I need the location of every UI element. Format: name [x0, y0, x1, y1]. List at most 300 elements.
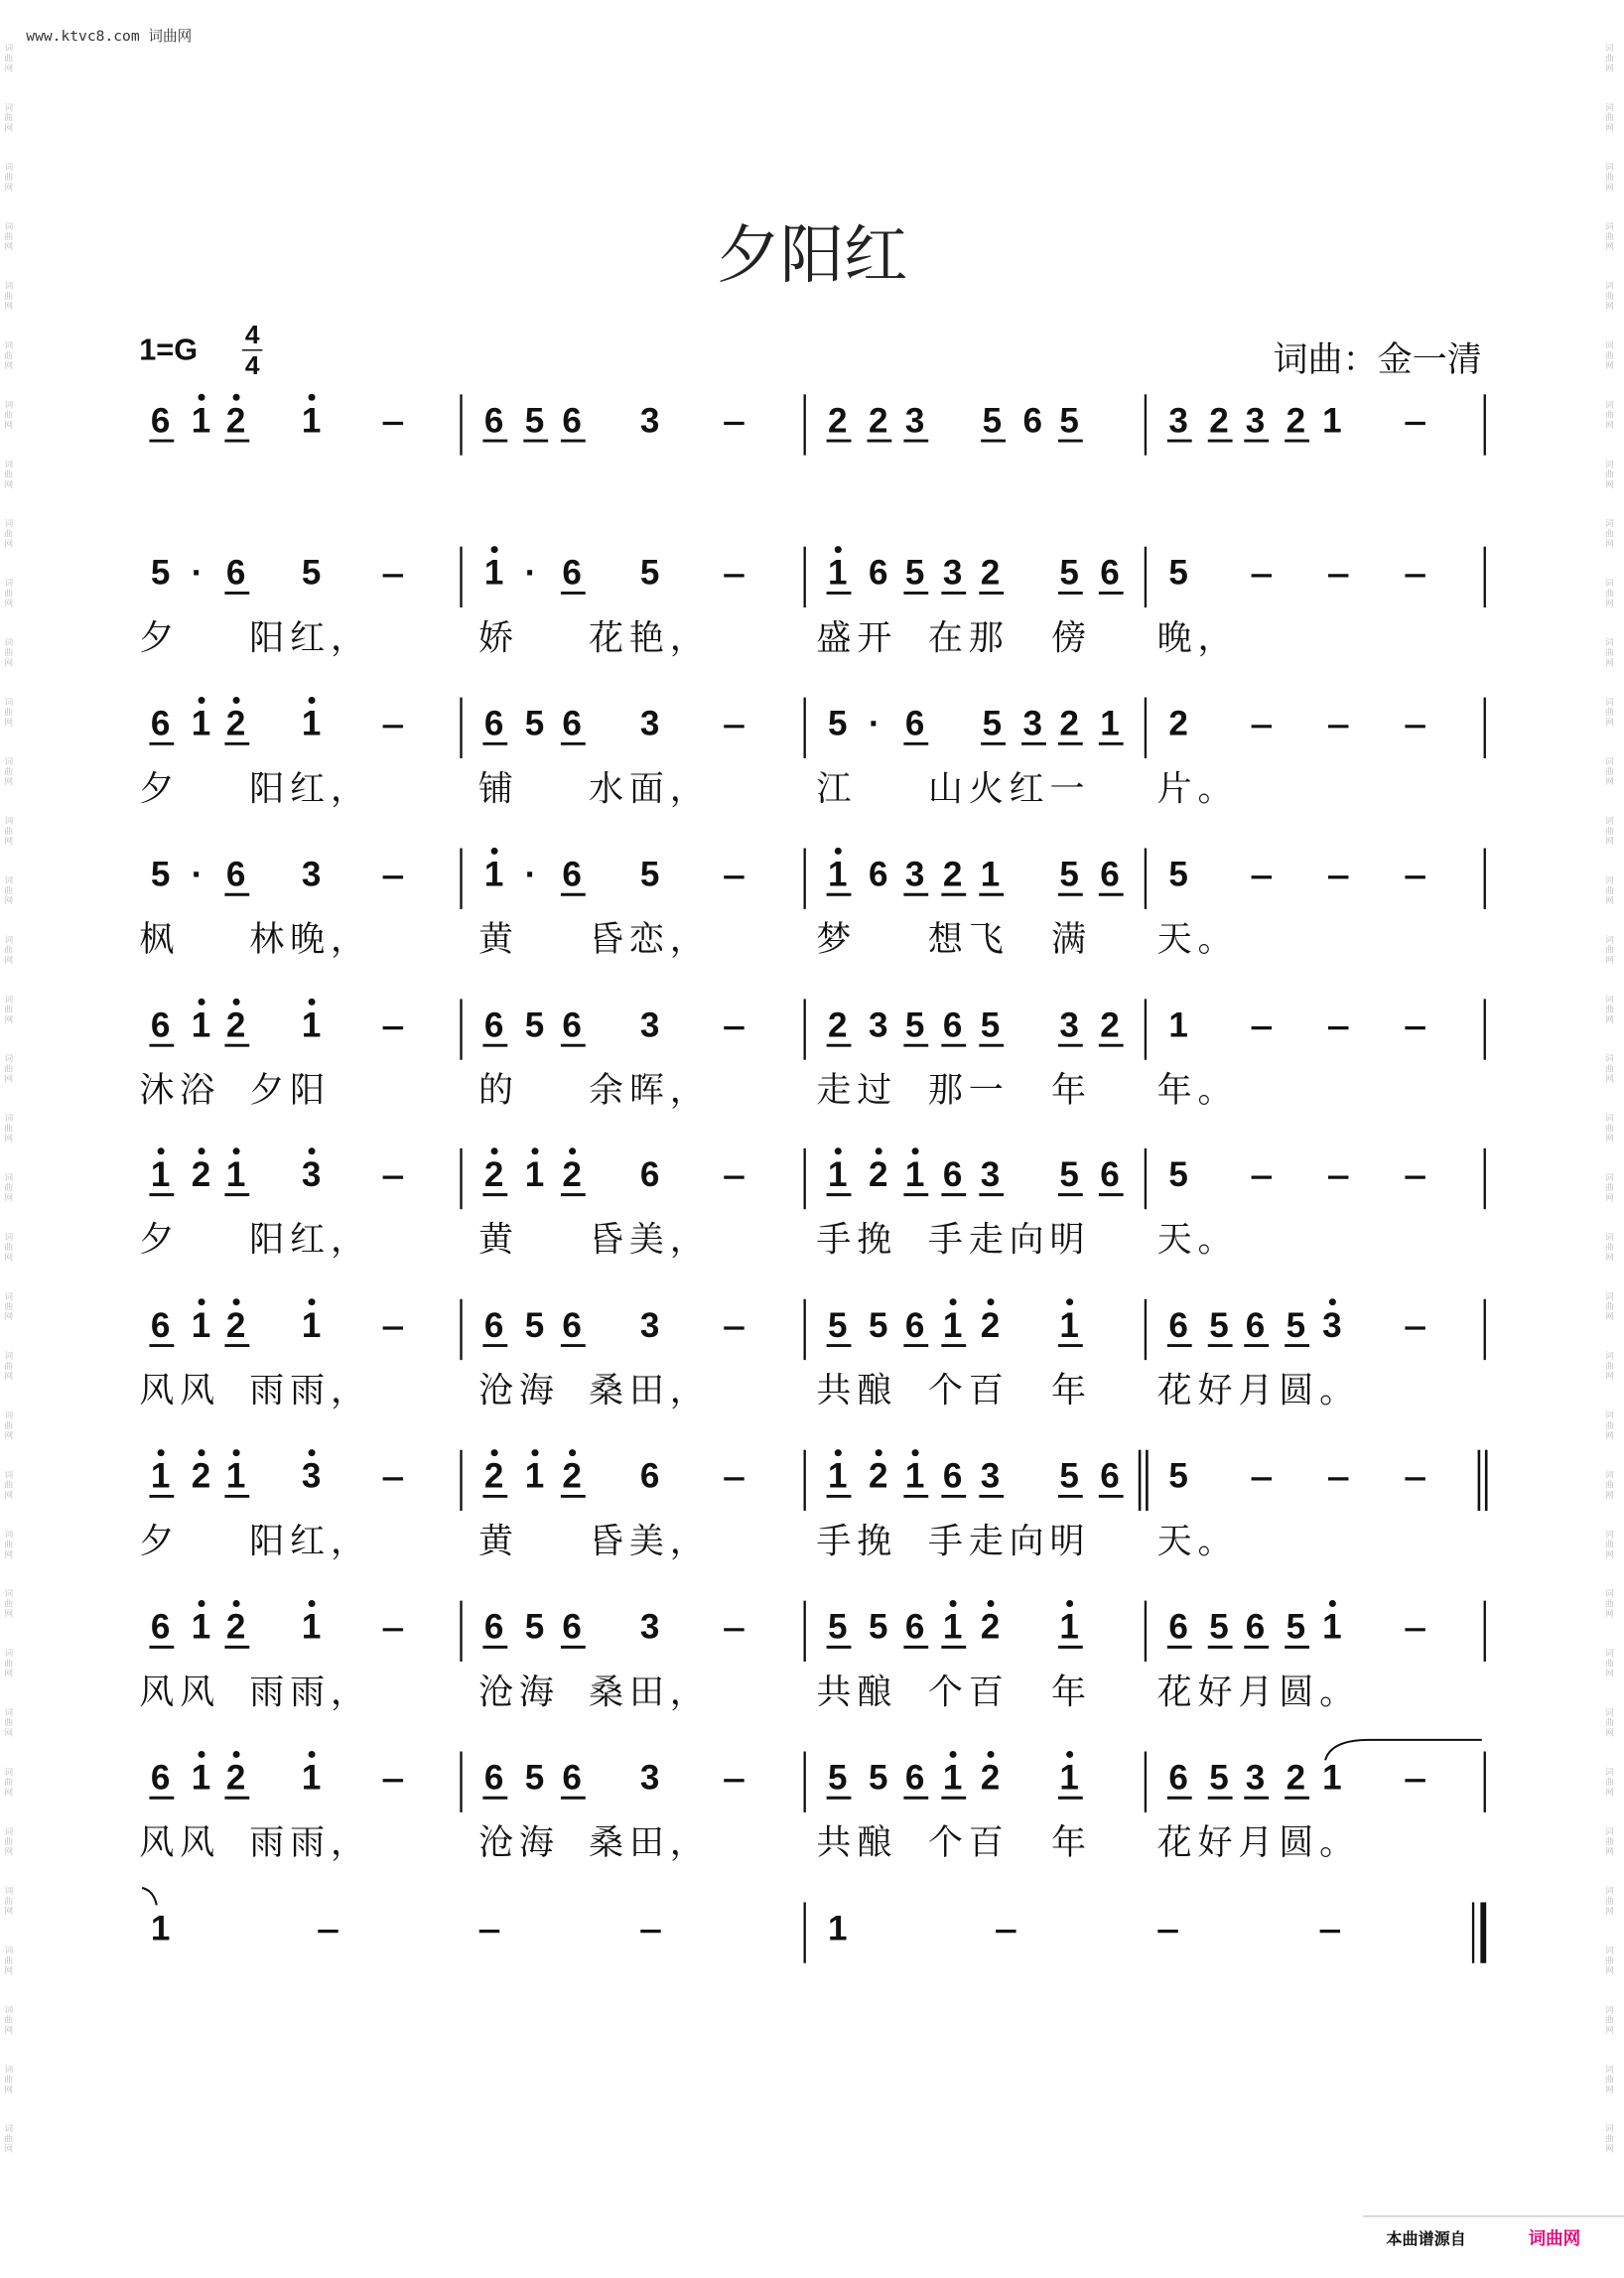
jianpu-note: 1 — [301, 401, 322, 441]
tie-end — [142, 1888, 157, 1906]
high-octave-dot — [309, 1147, 316, 1154]
jianpu-note: 1 — [1322, 1758, 1342, 1798]
dot-augment: · — [191, 855, 203, 894]
lyric-text: 雨雨， — [249, 1822, 371, 1864]
jianpu-note: 5 — [639, 855, 660, 894]
lyric-text: 手挽 — [816, 1521, 898, 1562]
lyric-text: 阳红， — [249, 1219, 371, 1261]
author-credit: 词曲：金一清 — [1273, 338, 1482, 380]
jianpu-note: 1 — [301, 1758, 322, 1798]
jianpu-note: 5 — [980, 1005, 1001, 1045]
high-octave-dot — [199, 1147, 205, 1154]
jianpu-note: 1 — [828, 855, 848, 894]
jianpu-note: 1 — [904, 1154, 925, 1194]
jianpu-note: 5 — [301, 553, 322, 593]
jianpu-note: 2 — [225, 704, 246, 743]
jianpu-note: 5 — [1209, 1607, 1229, 1647]
lyric-text: 枫 — [139, 919, 181, 961]
jianpu-note: 1 — [828, 1456, 848, 1496]
lyric-text: 花好月圆。 — [1156, 1672, 1361, 1713]
jianpu-note: 1 — [301, 1607, 322, 1647]
jianpu-note: 6 — [1168, 1305, 1188, 1345]
jianpu-note: 6 — [639, 1456, 660, 1496]
jianpu-note: 2 — [868, 1456, 888, 1496]
jianpu-note: 6 — [904, 1607, 925, 1647]
high-octave-dot — [1329, 1600, 1336, 1607]
high-octave-dot — [309, 1449, 316, 1456]
jianpu-note: 5 — [524, 704, 545, 743]
high-octave-dot — [309, 1600, 316, 1607]
lyric-text: 年 — [1051, 1822, 1092, 1864]
jianpu-note: 5 — [1286, 1305, 1306, 1345]
jianpu-note: 5 — [1286, 1607, 1306, 1647]
jianpu-note: 2 — [980, 1607, 1001, 1647]
jianpu-note: 3 — [942, 553, 963, 593]
jianpu-note: 5 — [904, 1005, 925, 1045]
jianpu-note: 6 — [1100, 1456, 1120, 1496]
lyric-text: 傍 — [1051, 617, 1092, 659]
high-octave-dot — [491, 1449, 498, 1456]
lyric-text: 天。 — [1156, 1219, 1239, 1261]
lyric-text: 夕 — [139, 768, 181, 810]
jianpu-note: 2 — [191, 1456, 211, 1496]
jianpu-note: 3 — [639, 1305, 660, 1345]
key-signature-text: 1=G — [139, 333, 199, 367]
high-octave-dot — [912, 1147, 919, 1154]
jianpu-note: 6 — [225, 855, 246, 894]
jianpu-note: 6 — [904, 704, 925, 743]
jianpu-note: 6 — [483, 401, 504, 441]
jianpu-note: 5 — [150, 855, 171, 894]
high-octave-dot — [233, 1449, 240, 1456]
lyric-text: 手走向明 — [927, 1521, 1091, 1562]
lyric-text: 林晚， — [249, 919, 371, 961]
jianpu-note: 2 — [868, 1154, 888, 1194]
jianpu-note: 2 — [483, 1154, 504, 1194]
jianpu-note: 6 — [1245, 1305, 1266, 1345]
lyric-text: 夕 — [139, 617, 181, 659]
time-signature-bottom: 4 — [244, 350, 260, 380]
lyric-text: 走过 — [816, 1070, 898, 1112]
high-octave-dot — [950, 1298, 957, 1305]
high-octave-dot — [199, 1449, 205, 1456]
lyric-text: 水面， — [589, 768, 711, 810]
high-octave-dot — [1066, 1751, 1073, 1758]
jianpu-note: 5 — [1168, 1456, 1188, 1496]
jianpu-note: 3 — [1245, 1758, 1266, 1798]
lyric-text: 雨雨， — [249, 1370, 371, 1411]
jianpu-note: 5 — [1059, 1154, 1079, 1194]
lyric-text: 夕 — [139, 1521, 181, 1562]
high-octave-dot — [988, 1298, 995, 1305]
jianpu-note: 6 — [1245, 1607, 1266, 1647]
jianpu-note: 2 — [1286, 1758, 1306, 1798]
jianpu-note: 5 — [524, 1005, 545, 1045]
jianpu-note: 5 — [639, 553, 660, 593]
jianpu-note: 2 — [225, 1005, 246, 1045]
lyric-text: 昏美， — [589, 1521, 711, 1562]
dot-augment: · — [868, 704, 880, 743]
jianpu-note: 1 — [904, 1456, 925, 1496]
jianpu-note: 6 — [150, 1758, 171, 1798]
footer-source-label: 本曲谱源自 — [1386, 2229, 1466, 2249]
dot-augment: · — [524, 855, 537, 894]
high-octave-dot — [199, 1298, 205, 1305]
jianpu-note: 3 — [980, 1456, 1001, 1496]
high-octave-dot — [491, 848, 498, 855]
lyric-text: 黄 — [478, 1219, 519, 1261]
high-octave-dot — [876, 1147, 882, 1154]
lyric-text: 想飞 — [927, 919, 1010, 961]
footer-rule — [1363, 2215, 1624, 2216]
high-octave-dot — [569, 1147, 576, 1154]
jianpu-note: 5 — [524, 1607, 545, 1647]
jianpu-note: 2 — [1059, 704, 1079, 743]
jianpu-note: 6 — [1168, 1607, 1188, 1647]
high-octave-dot — [158, 1449, 165, 1456]
jianpu-note: 5 — [524, 1758, 545, 1798]
jianpu-note: 5 — [868, 1607, 888, 1647]
lyric-text: 风风 — [139, 1370, 221, 1411]
jianpu-note: 1 — [980, 855, 1001, 894]
jianpu-note: 6 — [868, 855, 888, 894]
song-title: 夕阳红 — [716, 218, 908, 294]
jianpu-note: 6 — [150, 401, 171, 441]
jianpu-note: 5 — [828, 1758, 848, 1798]
lyric-text: 花艳， — [589, 617, 711, 659]
jianpu-note: 6 — [1022, 401, 1043, 441]
lyric-text: 个百 — [927, 1370, 1010, 1411]
jianpu-note: 6 — [1168, 1758, 1188, 1798]
high-octave-dot — [233, 1298, 240, 1305]
jianpu-note: 6 — [942, 1456, 963, 1496]
jianpu-note: 6 — [150, 1607, 171, 1647]
jianpu-note: 1 — [191, 1305, 211, 1345]
jianpu-note: 2 — [1168, 704, 1188, 743]
jianpu-note: 3 — [980, 1154, 1001, 1194]
lyric-text: 风风 — [139, 1672, 221, 1713]
jianpu-note: 1 — [225, 1154, 246, 1194]
lyric-text: 阳红， — [249, 1521, 371, 1562]
jianpu-note: 3 — [904, 401, 925, 441]
lyric-text: 江 — [816, 768, 858, 810]
jianpu-note: 6 — [904, 1305, 925, 1345]
jianpu-note: 5 — [150, 553, 171, 593]
jianpu-note: 3 — [639, 401, 660, 441]
high-octave-dot — [876, 1449, 882, 1456]
high-octave-dot — [309, 999, 316, 1005]
jianpu-note: 2 — [828, 1005, 848, 1045]
jianpu-note: 5 — [1168, 553, 1188, 593]
jianpu-note: 2 — [980, 1305, 1001, 1345]
jianpu-note: 1 — [150, 1909, 171, 1948]
high-octave-dot — [950, 1751, 957, 1758]
high-octave-dot — [491, 546, 498, 553]
jianpu-note: 6 — [483, 1758, 504, 1798]
jianpu-note: 6 — [483, 1005, 504, 1045]
dot-augment: · — [524, 553, 537, 593]
jianpu-note: 1 — [301, 1005, 322, 1045]
jianpu-note: 1 — [1322, 401, 1342, 441]
lyric-text: 沧海 — [478, 1672, 560, 1713]
jianpu-note: 5 — [982, 704, 1003, 743]
jianpu-note: 5 — [828, 1305, 848, 1345]
jianpu-note: 1 — [1059, 1758, 1079, 1798]
jianpu-note: 3 — [904, 855, 925, 894]
source-tag: www.ktvc8.com 词曲网 — [26, 29, 193, 46]
high-octave-dot — [233, 1751, 240, 1758]
jianpu-note: 2 — [1286, 401, 1306, 441]
lyric-text: 在那 — [927, 617, 1010, 659]
lyric-text: 晚， — [1156, 617, 1239, 659]
lyric-text: 娇 — [478, 617, 519, 659]
jianpu-note: 3 — [301, 1456, 322, 1496]
jianpu-note: 5 — [982, 401, 1003, 441]
jianpu-note: 1 — [828, 553, 848, 593]
jianpu-note: 6 — [483, 704, 504, 743]
lyric-text: 桑田， — [589, 1672, 711, 1713]
jianpu-note: 1 — [1100, 704, 1120, 743]
lyric-text: 花好月圆。 — [1156, 1370, 1361, 1411]
jianpu-note: 1 — [225, 1456, 246, 1496]
high-octave-dot — [199, 697, 205, 704]
jianpu-note: 6 — [562, 855, 582, 894]
jianpu-note: 3 — [868, 1005, 888, 1045]
lyric-text: 昏美， — [589, 1219, 711, 1261]
jianpu-note: 6 — [562, 401, 582, 441]
lyric-text: 桑田， — [589, 1370, 711, 1411]
high-octave-dot — [569, 1449, 576, 1456]
lyric-text: 沧海 — [478, 1822, 560, 1864]
jianpu-note: 6 — [562, 1305, 582, 1345]
high-octave-dot — [835, 1147, 842, 1154]
lyric-text: 风风 — [139, 1822, 221, 1864]
jianpu-note: 6 — [942, 1154, 963, 1194]
lyric-text: 年 — [1051, 1672, 1092, 1713]
jianpu-note: 2 — [483, 1456, 504, 1496]
jianpu-note: 3 — [1059, 1005, 1079, 1045]
high-octave-dot — [199, 999, 205, 1005]
high-octave-dot — [531, 1147, 538, 1154]
jianpu-note: 1 — [150, 1456, 171, 1496]
jianpu-note: 2 — [225, 1758, 246, 1798]
high-octave-dot — [531, 1449, 538, 1456]
lyric-text: 共酿 — [816, 1370, 898, 1411]
lyric-text: 满 — [1051, 919, 1092, 961]
high-octave-dot — [158, 1147, 165, 1154]
lyric-text: 年。 — [1156, 1070, 1239, 1112]
lyric-text: 阳红， — [249, 768, 371, 810]
jianpu-note: 2 — [225, 1607, 246, 1647]
jianpu-note: 6 — [150, 1305, 171, 1345]
high-octave-dot — [988, 1600, 995, 1607]
jianpu-note: 6 — [562, 1758, 582, 1798]
jianpu-note: 6 — [562, 553, 582, 593]
jianpu-note: 1 — [191, 1607, 211, 1647]
lyric-text: 余晖， — [589, 1070, 711, 1112]
jianpu-note: 5 — [1209, 1758, 1229, 1798]
side-watermark-left: 词 曲 网 词 曲 网 词 曲 网 词 曲 网 词 曲 网 词 曲 网 词 曲 网 词 曲 网 词 曲 网 词 曲 网 词 曲 网 词 曲 网 词 曲 网 词 曲 网 词 曲 网 词 曲 网 词 曲 网 词 曲 网 词 曲 网 词 曲 网 词 曲 网 词 曲 网 词 曲 网 词 曲 网 词 曲 网 词 曲 网 词 曲 网 词 曲 网 词 曲 网 词 曲 网 词 曲 网 词 曲 网 词 曲 网 词 曲 网 词 曲 网 词 曲 网 — [4, 43, 14, 2155]
lyric-text: 那一 — [927, 1070, 1010, 1112]
high-octave-dot — [835, 848, 842, 855]
lyric-text: 昏恋， — [589, 919, 711, 961]
lyric-text: 夕阳 — [249, 1070, 332, 1112]
jianpu-note: 2 — [942, 855, 963, 894]
lyric-text: 手走向明 — [927, 1219, 1091, 1261]
high-octave-dot — [491, 1147, 498, 1154]
jianpu-note: 5 — [1059, 553, 1079, 593]
lyric-text: 铺 — [478, 768, 519, 810]
jianpu-note: 1 — [942, 1758, 963, 1798]
lyric-text: 个百 — [927, 1672, 1010, 1713]
jianpu-note: 3 — [639, 704, 660, 743]
lyric-text: 桑田， — [589, 1822, 711, 1864]
high-octave-dot — [233, 697, 240, 704]
lyric-text: 沧海 — [478, 1370, 560, 1411]
jianpu-note: 2 — [828, 401, 848, 441]
jianpu-note: 1 — [942, 1305, 963, 1345]
high-octave-dot — [835, 1449, 842, 1456]
high-octave-dot — [309, 697, 316, 704]
high-octave-dot — [988, 1751, 995, 1758]
side-watermark-right: 词 曲 网 词 曲 网 词 曲 网 词 曲 网 词 曲 网 词 曲 网 词 曲 网 词 曲 网 词 曲 网 词 曲 网 词 曲 网 词 曲 网 词 曲 网 词 曲 网 词 曲 网 词 曲 网 词 曲 网 词 曲 网 词 曲 网 词 曲 网 词 曲 网 词 曲 网 词 曲 网 词 曲 网 词 曲 网 词 曲 网 词 曲 网 词 曲 网 词 曲 网 词 曲 网 词 曲 网 词 曲 网 词 曲 网 词 曲 网 词 曲 网 词 曲 网 — [1604, 43, 1614, 2155]
jianpu-note: 5 — [1168, 855, 1188, 894]
jianpu-note: 5 — [1059, 855, 1079, 894]
high-octave-dot — [309, 394, 316, 401]
jianpu-note: 2 — [191, 1154, 211, 1194]
jianpu-note: 1 — [1322, 1607, 1342, 1647]
high-octave-dot — [1066, 1600, 1073, 1607]
time-signature-top: 4 — [244, 320, 260, 350]
tie-arc — [1325, 1740, 1482, 1760]
lyric-text: 年 — [1051, 1370, 1092, 1411]
jianpu-note: 6 — [562, 1607, 582, 1647]
lyric-text: 花好月圆。 — [1156, 1822, 1361, 1864]
jianpu-note: 5 — [868, 1305, 888, 1345]
jianpu-note: 1 — [483, 855, 504, 894]
jianpu-note: 6 — [483, 1607, 504, 1647]
jianpu-note: 6 — [1100, 855, 1120, 894]
high-octave-dot — [233, 1147, 240, 1154]
jianpu-note: 3 — [1022, 704, 1043, 743]
high-octave-dot — [835, 546, 842, 553]
jianpu-note: 3 — [1322, 1305, 1342, 1345]
jianpu-note: 1 — [1059, 1305, 1079, 1345]
jianpu-note: 1 — [524, 1154, 545, 1194]
jianpu-note: 2 — [980, 553, 1001, 593]
high-octave-dot — [309, 1298, 316, 1305]
jianpu-note: 1 — [828, 1154, 848, 1194]
high-octave-dot — [199, 1600, 205, 1607]
jianpu-note: 1 — [828, 1909, 848, 1948]
jianpu-note: 6 — [639, 1154, 660, 1194]
jianpu-note: 5 — [1059, 1456, 1079, 1496]
lyric-text: 夕 — [139, 1219, 181, 1261]
lyric-text: 个百 — [927, 1822, 1010, 1864]
high-octave-dot — [199, 394, 205, 401]
jianpu-note: 2 — [980, 1758, 1001, 1798]
jianpu-note: 6 — [1100, 553, 1120, 593]
jianpu-note: 1 — [191, 1005, 211, 1045]
lyric-text: 天。 — [1156, 919, 1239, 961]
jianpu-note: 1 — [524, 1456, 545, 1496]
lyric-text: 天。 — [1156, 1521, 1239, 1562]
high-octave-dot — [199, 1751, 205, 1758]
jianpu-note: 2 — [225, 1305, 246, 1345]
jianpu-note: 3 — [301, 1154, 322, 1194]
jianpu-note: 1 — [150, 1154, 171, 1194]
lyric-text: 梦 — [816, 919, 858, 961]
jianpu-note: 6 — [150, 1005, 171, 1045]
jianpu-note: 1 — [942, 1607, 963, 1647]
jianpu-note: 2 — [868, 401, 888, 441]
jianpu-note: 6 — [1100, 1154, 1120, 1194]
jianpu-note: 1 — [191, 401, 211, 441]
jianpu-note: 5 — [828, 704, 848, 743]
jianpu-note: 5 — [1059, 401, 1079, 441]
lyric-text: 手挽 — [816, 1219, 898, 1261]
jianpu-note: 1 — [301, 1305, 322, 1345]
lyric-text: 片。 — [1156, 768, 1239, 810]
jianpu-note: 6 — [868, 553, 888, 593]
lyric-text: 盛开 — [816, 617, 898, 659]
lyric-text: 共酿 — [816, 1672, 898, 1713]
high-octave-dot — [912, 1449, 919, 1456]
dot-augment: · — [191, 553, 203, 593]
jianpu-note: 6 — [904, 1758, 925, 1798]
lyric-text: 的 — [478, 1070, 519, 1112]
jianpu-note: 2 — [562, 1456, 582, 1496]
jianpu-note: 1 — [191, 704, 211, 743]
jianpu-note: 5 — [1168, 1154, 1188, 1194]
high-octave-dot — [950, 1600, 957, 1607]
jianpu-note: 6 — [562, 1005, 582, 1045]
jianpu-note: 3 — [639, 1005, 660, 1045]
high-octave-dot — [233, 394, 240, 401]
jianpu-note: 6 — [225, 553, 246, 593]
jianpu-note: 3 — [639, 1607, 660, 1647]
high-octave-dot — [1066, 1298, 1073, 1305]
jianpu-note: 2 — [225, 401, 246, 441]
high-octave-dot — [309, 1751, 316, 1758]
jianpu-note: 2 — [1100, 1005, 1120, 1045]
jianpu-note: 3 — [1168, 401, 1188, 441]
jianpu-note: 2 — [1209, 401, 1229, 441]
lyric-text: 沐浴 — [139, 1070, 221, 1112]
jianpu-note: 1 — [301, 704, 322, 743]
jianpu-note: 6 — [150, 704, 171, 743]
lyric-text: 年 — [1051, 1070, 1092, 1112]
lyric-text: 共酿 — [816, 1822, 898, 1864]
jianpu-note: 1 — [483, 553, 504, 593]
lyric-text: 雨雨， — [249, 1672, 371, 1713]
jianpu-note: 5 — [868, 1758, 888, 1798]
jianpu-note: 5 — [904, 553, 925, 593]
lyric-text: 黄 — [478, 1521, 519, 1562]
jianpu-note: 5 — [524, 1305, 545, 1345]
footer-site-name: 词曲网 — [1528, 2228, 1581, 2249]
lyric-text: 山火红一 — [927, 768, 1091, 810]
jianpu-note: 1 — [191, 1758, 211, 1798]
high-octave-dot — [1329, 1298, 1336, 1305]
lyric-text: 黄 — [478, 919, 519, 961]
jianpu-note: 6 — [942, 1005, 963, 1045]
jianpu-note: 3 — [639, 1758, 660, 1798]
jianpu-note: 3 — [1245, 401, 1266, 441]
jianpu-note: 5 — [524, 401, 545, 441]
jianpu-note: 6 — [483, 1305, 504, 1345]
jianpu-note: 1 — [1059, 1607, 1079, 1647]
